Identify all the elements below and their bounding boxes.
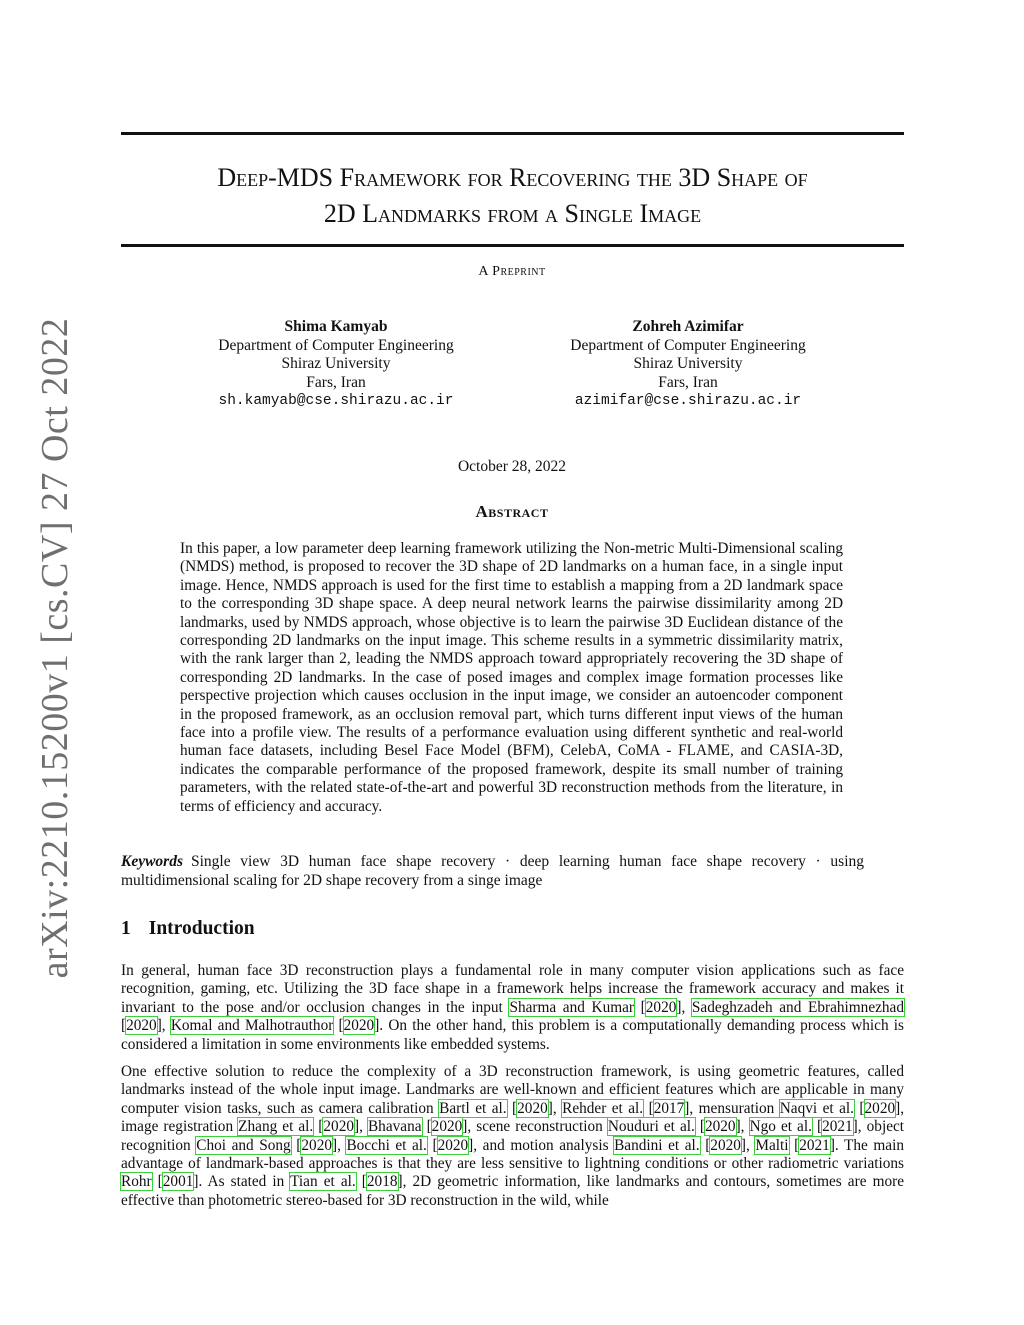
keywords-text: Single view 3D human face shape recovery · deep learning human face shape recovery · using multidimensional scaling for 2D shape recovery from a singe image: [121, 853, 864, 889]
citation-link[interactable]: Ngo et al.: [749, 1118, 812, 1136]
preprint-label: A Preprint: [478, 264, 546, 279]
text-run: ],: [735, 1118, 750, 1136]
text-run: [: [333, 1017, 344, 1035]
citation-link[interactable]: 2001: [162, 1173, 194, 1191]
author-email[interactable]: azimifar@cse.shirazu.ac.ir: [574, 393, 802, 409]
author-name: Shima Kamyab: [284, 318, 388, 335]
paper-date: October 28, 2022: [457, 458, 567, 475]
text-run: [: [121, 1017, 127, 1035]
citation-link[interactable]: 2020: [323, 1118, 354, 1136]
text-run: [: [290, 1136, 302, 1154]
text-run: ], scene reconstruction: [462, 1118, 608, 1136]
author-university: Shiraz University: [633, 355, 743, 372]
text-run: [: [421, 1118, 432, 1136]
citation-link[interactable]: Sadeghzadeh and Ebrahimnezhad: [691, 998, 904, 1016]
citation-link[interactable]: Rohr: [121, 1173, 152, 1191]
author-email[interactable]: sh.kamyab@cse.shirazu.ac.ir: [218, 393, 454, 409]
text-run: One effective solution to reduce the complexity of a 3D reconstruction framework, is using geometric features, called landmarks instead of the whole input image. Landmarks are well-known and efficient features which are applicable in many computer vision tasks, such as camera calibration: [121, 1063, 904, 1117]
citation-link[interactable]: 2017: [653, 1099, 685, 1117]
text-run: ],: [547, 1099, 563, 1117]
arxiv-side-identifier: arXiv:2210.15200v1 [cs.CV] 27 Oct 2022: [34, 317, 76, 979]
citation-link[interactable]: Nouduri et al.: [607, 1118, 695, 1136]
text-run: ]. As stated in: [193, 1173, 291, 1191]
text-run: In general, human face 3D reconstruction plays a fundamental role in many computer vision applications such as face recognition, gaming, etc. Utilizing the 3D face shape in a framework helps increase the framework accuracy and makes it invariant to the pose and/or occlusion changes in the input: [121, 962, 904, 1016]
text-run: [: [313, 1118, 324, 1136]
section-heading-introduction: [121, 918, 255, 940]
abstract-text: In this paper, a low parameter deep learning framework utilizing the Non-metric Multi-Dimensional scaling (NMDS) method, is proposed to recover the 3D shape of 2D landmarks on a human face, in a single input image. Hence, NMDS approach is used for the first time to establish a mapping from a 2D landmark space to the corresponding 3D shape space. A deep neural network learns the pairwise dissimilarity among 2D landmarks, used by NMDS approach, whose objective is to learn the pairwise 3D Euclidean distance of the corresponding 2D landmarks on the input image. This scheme results in a symmetric dissimilarity matrix, with the rank larger than 2, leading the NMDS approach toward appropriately recovering the 3D shape of corresponding 2D landmarks. In the case of posed images and complex image formation processes like perspective projection which causes occlusion in the input image, we consider an autoencoder component in the proposed framework, as an occlusion removal part, which turns different input views of the human face into a profile view. The results of a performance evaluation using different synthetic and real-world human face datasets, including Besel Face Model (BFM), CelebA, CoMA - FLAME, and CASIA-3D, indicates the comparable performance of the proposed framework, despite its small number of training parameters, with the related state-of-the-art and powerful 3D reconstruction methods from the literature, in terms of efficiency and accuracy.: [180, 540, 843, 815]
citation-link[interactable]: 2020: [431, 1118, 463, 1136]
section-number: 1: [121, 918, 131, 939]
text-run: [: [355, 1173, 367, 1191]
text-run: ],: [156, 1017, 171, 1035]
text-run: [: [643, 1099, 654, 1117]
text-run: ], 2D geometric information, like landmarks and contours, sometimes are more effective than photometric stereo-based for 3D reconstruction in the wild, while: [121, 1173, 905, 1209]
intro-paragraph-1: [121, 962, 904, 1054]
text-run: [: [699, 1136, 711, 1154]
title-line-1: Deep-MDS Framework for Recovering the 3D Shape of: [217, 163, 808, 192]
title-bottom-rule: [121, 244, 904, 247]
citation-link[interactable]: 2020: [301, 1136, 332, 1154]
intro-paragraph-2: [121, 1063, 904, 1210]
citation-link[interactable]: 2020: [710, 1136, 741, 1154]
text-run: ],: [676, 998, 692, 1016]
text-run: [: [151, 1173, 163, 1191]
citation-link[interactable]: Choi and Song: [196, 1136, 291, 1154]
text-run: ], image registration: [121, 1099, 905, 1136]
title-line-2: 2D Landmarks from a Single Image: [323, 199, 702, 228]
citation-link[interactable]: 2020: [437, 1136, 469, 1154]
text-run: [: [694, 1118, 705, 1136]
author-department: Department of Computer Engineering: [218, 336, 454, 354]
text-run: [: [788, 1136, 800, 1154]
citation-link[interactable]: 2020: [343, 1017, 375, 1035]
keywords: [121, 853, 864, 890]
text-run: ],: [331, 1136, 347, 1154]
text-run: [: [634, 998, 646, 1016]
citation-link[interactable]: Bandini et al.: [614, 1136, 700, 1154]
citation-link[interactable]: Sharma and Kumar: [509, 998, 635, 1016]
author-location: Fars, Iran: [306, 373, 366, 391]
text-run: ]. The main advantage of landmark-based approaches is that they are less sensitive to lightning conditions or other radiometric variations: [121, 1136, 904, 1173]
author-location: Fars, Iran: [658, 373, 718, 391]
citation-link[interactable]: 2020: [645, 998, 677, 1016]
text-run: ], mensuration: [684, 1099, 780, 1117]
text-run: [: [811, 1118, 823, 1136]
citation-link[interactable]: Zhang et al.: [238, 1118, 314, 1136]
author-university: Shiraz University: [281, 355, 391, 372]
citation-link[interactable]: 2021: [799, 1136, 830, 1154]
citation-link[interactable]: 2018: [366, 1173, 398, 1191]
citation-link[interactable]: Bocchi et al.: [346, 1136, 427, 1154]
citation-link[interactable]: Naqvi et al.: [779, 1099, 854, 1117]
citation-link[interactable]: 2020: [126, 1017, 157, 1035]
text-run: [: [426, 1136, 438, 1154]
text-run: [: [853, 1099, 865, 1117]
title-top-rule: [121, 132, 904, 135]
text-run: ],: [740, 1136, 756, 1154]
citation-link[interactable]: 2020: [864, 1099, 896, 1117]
text-run: ], object recognition: [121, 1118, 905, 1154]
citation-link[interactable]: Malti: [755, 1136, 789, 1154]
citation-link[interactable]: Tian et al.: [290, 1173, 356, 1191]
text-run: [: [506, 1099, 518, 1117]
section-title: Introduction: [148, 918, 255, 939]
citation-link[interactable]: Komal and Malhotrauthor: [170, 1017, 334, 1035]
citation-link[interactable]: 2020: [704, 1118, 736, 1136]
citation-link[interactable]: 2021: [822, 1118, 853, 1136]
author-block-1: [166, 318, 506, 411]
citation-link[interactable]: Bartl et al.: [439, 1099, 507, 1117]
text-run: ]. On the other hand, this problem is a computationally demanding process which is considered a limitation in some environments like embedded systems.: [121, 1017, 904, 1053]
citation-link[interactable]: Bhavana: [367, 1118, 422, 1136]
keywords-label: Keywords: [121, 853, 183, 870]
abstract-heading: Abstract: [475, 502, 549, 521]
text-run: ],: [354, 1118, 368, 1136]
citation-link[interactable]: 2020: [517, 1099, 548, 1117]
text-run: ], and motion analysis: [468, 1136, 615, 1154]
author-name: Zohreh Azimifar: [632, 318, 744, 335]
citation-link[interactable]: Rehder et al.: [562, 1099, 644, 1117]
author-block-2: [518, 318, 858, 411]
paper-title: [121, 160, 904, 232]
author-department: Department of Computer Engineering: [570, 336, 806, 354]
